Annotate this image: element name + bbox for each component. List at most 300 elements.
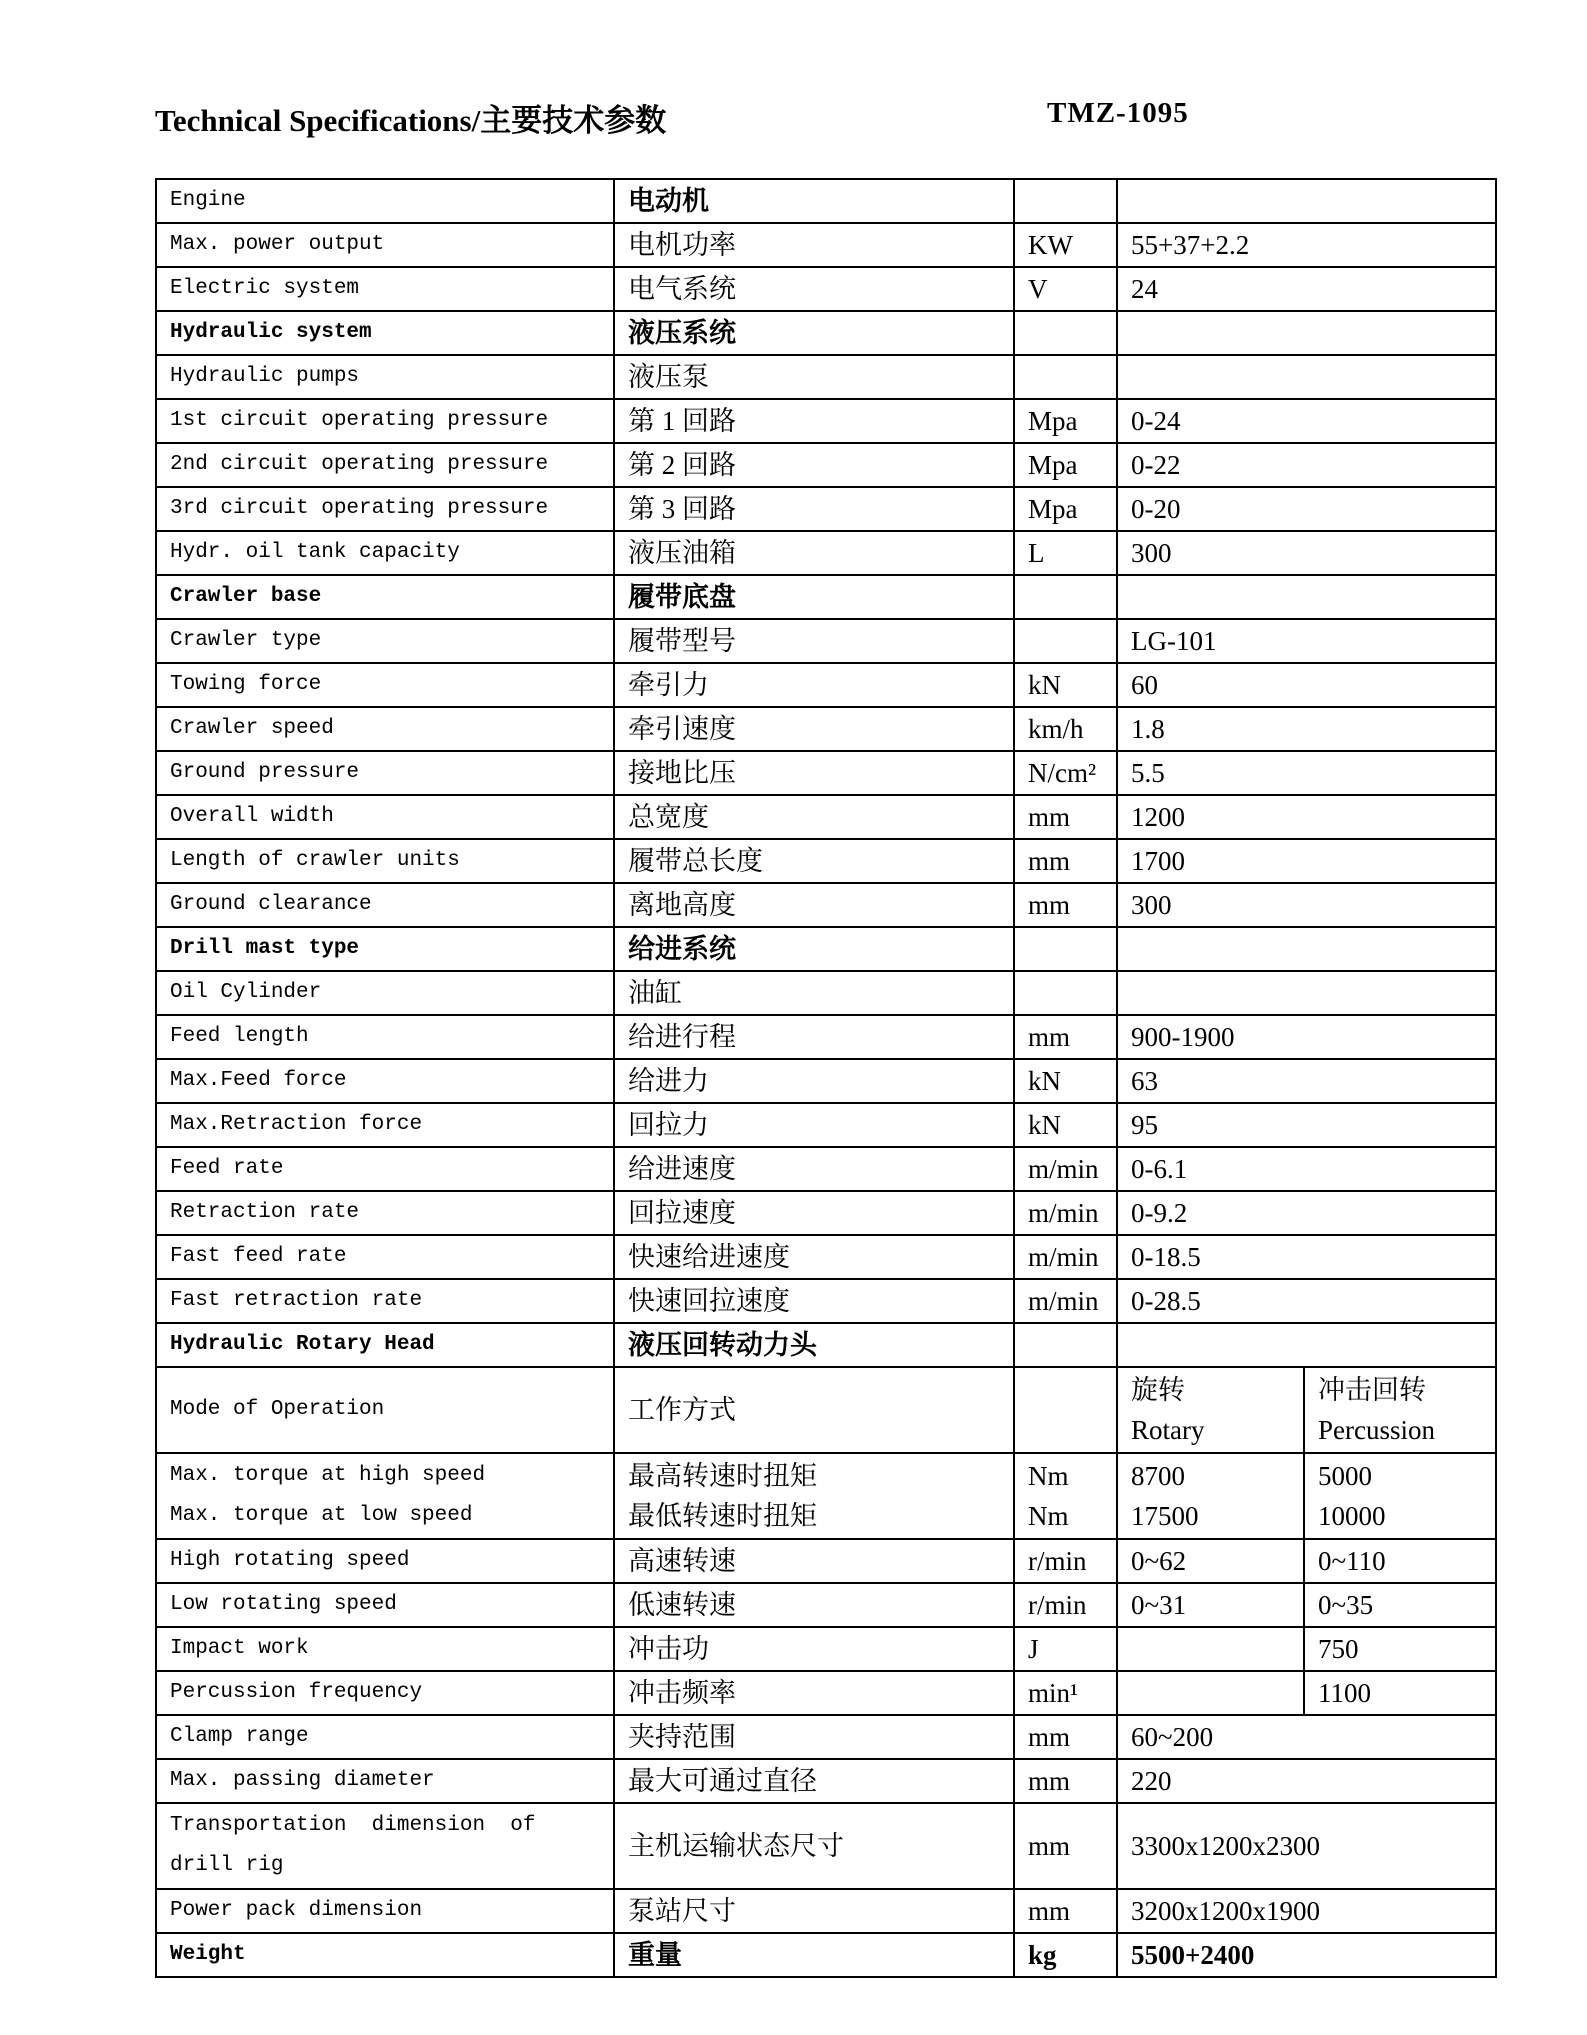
cell-text: Towing force <box>170 673 322 696</box>
cell-unit <box>1015 1584 1118 1626</box>
cell-value <box>1118 752 1495 794</box>
spec-table <box>155 178 1497 1978</box>
cell-text: Overall width <box>170 805 334 828</box>
cell-unit <box>1015 620 1118 662</box>
cell-text: Nm <box>1028 1461 1069 1491</box>
cell-english <box>157 664 615 706</box>
cell-value-percussion <box>1305 1628 1495 1670</box>
table-row <box>157 796 1495 840</box>
cell-chinese <box>615 1368 1015 1452</box>
cell-text: Max. passing diameter <box>170 1769 435 1792</box>
table-row <box>157 1890 1495 1934</box>
cell-english <box>157 620 615 662</box>
cell-english <box>157 1104 615 1146</box>
cell-unit <box>1015 224 1118 266</box>
table-row <box>157 1454 1495 1540</box>
cell-text: 履带型号 <box>628 626 736 656</box>
cell-value <box>1118 180 1495 222</box>
cell-text: 8700 <box>1131 1461 1185 1491</box>
cell-value <box>1118 1716 1495 1758</box>
cell-text: min¹ <box>1028 1678 1079 1708</box>
cell-text: 63 <box>1131 1066 1158 1096</box>
cell-text: High rotating speed <box>170 1549 410 1572</box>
cell-english <box>157 1934 615 1976</box>
cell-text: 2nd circuit operating pressure <box>170 453 549 476</box>
cell-text: Length of crawler units <box>170 849 460 872</box>
cell-value <box>1118 884 1495 926</box>
cell-value-rotary <box>1118 1672 1305 1714</box>
table-row <box>157 1540 1495 1584</box>
cell-text: Ground pressure <box>170 761 360 784</box>
cell-text: 0-6.1 <box>1131 1154 1188 1184</box>
cell-text: mm <box>1028 1831 1071 1861</box>
cell-english <box>157 356 615 398</box>
table-row <box>157 1060 1495 1104</box>
cell-text: Max.Retraction force <box>170 1113 423 1136</box>
cell-text: 旋转 <box>1131 1375 1185 1405</box>
cell-english <box>157 1454 615 1538</box>
cell-unit <box>1015 1104 1118 1146</box>
cell-unit <box>1015 1890 1118 1932</box>
cell-english <box>157 1716 615 1758</box>
cell-text: 最高转速时扭矩 <box>628 1461 817 1491</box>
cell-unit <box>1015 708 1118 750</box>
cell-english <box>157 1148 615 1190</box>
cell-text: mm <box>1028 1766 1071 1796</box>
cell-unit <box>1015 1148 1118 1190</box>
cell-text: 总宽度 <box>628 802 709 832</box>
table-row <box>157 1236 1495 1280</box>
cell-text: 0-20 <box>1131 494 1181 524</box>
cell-text: J <box>1028 1634 1039 1664</box>
cell-text: 55+37+2.2 <box>1131 230 1250 260</box>
cell-value <box>1118 356 1495 398</box>
cell-text: mm <box>1028 802 1071 832</box>
cell-english <box>157 488 615 530</box>
cell-chinese <box>615 488 1015 530</box>
cell-english <box>157 1016 615 1058</box>
cell-value <box>1118 1324 1495 1366</box>
cell-unit <box>1015 356 1118 398</box>
cell-text: 电机功率 <box>628 230 736 260</box>
cell-unit <box>1015 1236 1118 1278</box>
cell-value <box>1118 532 1495 574</box>
cell-text: KW <box>1028 230 1073 260</box>
cell-unit <box>1015 796 1118 838</box>
cell-chinese <box>615 1060 1015 1102</box>
cell-text: Mode of Operation <box>170 1398 385 1421</box>
cell-text: 3rd circuit operating pressure <box>170 497 549 520</box>
cell-text: kN <box>1028 670 1061 700</box>
cell-chinese <box>615 1148 1015 1190</box>
cell-english <box>157 1628 615 1670</box>
cell-english <box>157 1280 615 1322</box>
cell-english <box>157 884 615 926</box>
cell-chinese <box>615 1454 1015 1538</box>
cell-chinese <box>615 1540 1015 1582</box>
cell-value-rotary <box>1118 1628 1305 1670</box>
cell-text: LG-101 <box>1131 626 1217 656</box>
cell-chinese <box>615 576 1015 618</box>
cell-english <box>157 1324 615 1366</box>
cell-text: drill rig <box>170 1854 284 1877</box>
cell-text: Max. torque at low speed <box>170 1504 473 1527</box>
cell-unit <box>1015 1716 1118 1758</box>
cell-text: Mpa <box>1028 450 1078 480</box>
cell-text: kN <box>1028 1066 1061 1096</box>
cell-text: Mpa <box>1028 494 1078 524</box>
cell-value <box>1118 312 1495 354</box>
cell-text: Rotary <box>1131 1415 1205 1445</box>
table-row <box>157 488 1495 532</box>
cell-text: 牵引速度 <box>628 714 736 744</box>
cell-text: mm <box>1028 890 1071 920</box>
cell-text: Crawler type <box>170 629 322 652</box>
cell-text: kN <box>1028 1110 1061 1140</box>
cell-value <box>1118 796 1495 838</box>
cell-text: 3200x1200x1900 <box>1131 1896 1320 1926</box>
cell-text: 0~62 <box>1131 1546 1187 1576</box>
cell-text: 750 <box>1318 1634 1359 1664</box>
table-row <box>157 400 1495 444</box>
cell-text: Oil Cylinder <box>170 981 322 1004</box>
cell-text: 给进力 <box>628 1066 709 1096</box>
cell-unit <box>1015 1060 1118 1102</box>
cell-text: 0-28.5 <box>1131 1286 1201 1316</box>
cell-text: 1100 <box>1318 1678 1371 1708</box>
cell-chinese <box>615 312 1015 354</box>
cell-english <box>157 268 615 310</box>
cell-value <box>1118 1016 1495 1058</box>
cell-value <box>1118 400 1495 442</box>
cell-text: 300 <box>1131 890 1172 920</box>
cell-unit <box>1015 180 1118 222</box>
cell-value-rotary <box>1118 1540 1305 1582</box>
table-row <box>157 576 1495 620</box>
cell-text: 0-9.2 <box>1131 1198 1188 1228</box>
cell-chinese <box>615 1016 1015 1058</box>
cell-value-percussion <box>1305 1540 1495 1582</box>
cell-chinese <box>615 884 1015 926</box>
cell-text: V <box>1028 274 1048 304</box>
cell-text: 接地比压 <box>628 758 736 788</box>
cell-value <box>1118 620 1495 662</box>
cell-english <box>157 1540 615 1582</box>
cell-text: 0~31 <box>1131 1590 1187 1620</box>
cell-text: 冲击回转 <box>1318 1375 1426 1405</box>
cell-english <box>157 1890 615 1932</box>
cell-text: 离地高度 <box>628 890 736 920</box>
cell-chinese <box>615 268 1015 310</box>
cell-english <box>157 840 615 882</box>
table-row <box>157 1716 1495 1760</box>
cell-english <box>157 1804 615 1888</box>
cell-english <box>157 796 615 838</box>
cell-text: Power pack dimension <box>170 1899 423 1922</box>
cell-text: Hydraulic Rotary Head <box>170 1333 435 1356</box>
page-title: Technical Specifications/主要技术参数 <box>155 103 667 138</box>
cell-english <box>157 1192 615 1234</box>
cell-chinese <box>615 1324 1015 1366</box>
cell-english <box>157 752 615 794</box>
cell-text: Hydr. oil tank capacity <box>170 541 460 564</box>
table-row <box>157 268 1495 312</box>
cell-unit <box>1015 1804 1118 1888</box>
cell-unit <box>1015 1934 1118 1976</box>
cell-value <box>1118 1148 1495 1190</box>
cell-unit <box>1015 1760 1118 1802</box>
cell-value-rotary <box>1118 1584 1305 1626</box>
cell-text: Feed rate <box>170 1157 284 1180</box>
cell-text: 液压系统 <box>628 318 736 348</box>
cell-unit <box>1015 268 1118 310</box>
cell-text: 220 <box>1131 1766 1172 1796</box>
cell-text: 给进系统 <box>628 934 736 964</box>
table-row <box>157 444 1495 488</box>
cell-chinese <box>615 532 1015 574</box>
cell-text: 履带总长度 <box>628 846 763 876</box>
cell-text: m/min <box>1028 1198 1099 1228</box>
table-row <box>157 1104 1495 1148</box>
cell-text: N/cm² <box>1028 758 1097 788</box>
cell-text: 1st circuit operating pressure <box>170 409 549 432</box>
cell-text: 给进行程 <box>628 1022 736 1052</box>
cell-text: Max. power output <box>170 233 385 256</box>
table-row <box>157 1584 1495 1628</box>
cell-text: Nm <box>1028 1501 1069 1531</box>
cell-text: Impact work <box>170 1637 309 1660</box>
cell-text: 电气系统 <box>628 274 736 304</box>
table-row <box>157 620 1495 664</box>
cell-text: 低速转速 <box>628 1590 736 1620</box>
cell-text: Electric system <box>170 277 360 300</box>
cell-english <box>157 708 615 750</box>
cell-text: km/h <box>1028 714 1084 744</box>
cell-text: 履带底盘 <box>628 582 736 612</box>
table-row <box>157 532 1495 576</box>
cell-english <box>157 1060 615 1102</box>
cell-text: mm <box>1028 1896 1071 1926</box>
cell-unit <box>1015 1368 1118 1452</box>
cell-text: 快速回拉速度 <box>628 1286 790 1316</box>
table-row <box>157 1804 1495 1890</box>
cell-english <box>157 400 615 442</box>
cell-unit <box>1015 1540 1118 1582</box>
cell-text: 快速给进速度 <box>628 1242 790 1272</box>
cell-text: 电动机 <box>628 186 709 216</box>
cell-chinese <box>615 708 1015 750</box>
cell-unit <box>1015 664 1118 706</box>
table-row <box>157 1016 1495 1060</box>
cell-text: 5500+2400 <box>1131 1940 1255 1970</box>
cell-text: Retraction rate <box>170 1201 360 1224</box>
table-row <box>157 1148 1495 1192</box>
cell-text: Max. torque at high speed <box>170 1464 486 1487</box>
cell-text: 冲击频率 <box>628 1678 736 1708</box>
table-row <box>157 1192 1495 1236</box>
cell-text: kg <box>1028 1940 1057 1970</box>
cell-text: m/min <box>1028 1286 1099 1316</box>
cell-unit <box>1015 884 1118 926</box>
cell-text: 回拉速度 <box>628 1198 736 1228</box>
cell-unit <box>1015 1280 1118 1322</box>
model-code: TMZ-1095 <box>1047 97 1189 129</box>
cell-text: m/min <box>1028 1154 1099 1184</box>
cell-text: 5000 <box>1318 1461 1372 1491</box>
cell-text: m/min <box>1028 1242 1099 1272</box>
cell-value <box>1118 1060 1495 1102</box>
cell-text: 0-22 <box>1131 450 1181 480</box>
cell-text: 第 2 回路 <box>628 450 736 480</box>
cell-text: 900-1900 <box>1131 1022 1235 1052</box>
cell-text: mm <box>1028 1722 1071 1752</box>
cell-text: 主机运输状态尺寸 <box>628 1831 844 1861</box>
cell-text: 60 <box>1131 670 1158 700</box>
cell-chinese <box>615 444 1015 486</box>
cell-unit <box>1015 752 1118 794</box>
cell-value <box>1118 1804 1495 1888</box>
cell-unit <box>1015 840 1118 882</box>
cell-text: 高速转速 <box>628 1546 736 1576</box>
cell-value <box>1118 576 1495 618</box>
cell-chinese <box>615 752 1015 794</box>
cell-value <box>1118 928 1495 970</box>
cell-value-percussion <box>1305 1368 1495 1452</box>
cell-value <box>1118 1934 1495 1976</box>
table-row <box>157 312 1495 356</box>
cell-chinese <box>615 1934 1015 1976</box>
cell-unit <box>1015 1192 1118 1234</box>
cell-text: Fast retraction rate <box>170 1289 423 1312</box>
cell-chinese <box>615 972 1015 1014</box>
cell-text: Crawler speed <box>170 717 334 740</box>
cell-text: 重量 <box>628 1940 682 1970</box>
cell-chinese <box>615 1236 1015 1278</box>
cell-text: Mpa <box>1028 406 1078 436</box>
cell-text: 最低转速时扭矩 <box>628 1501 817 1531</box>
cell-text: Clamp range <box>170 1725 309 1748</box>
cell-english <box>157 312 615 354</box>
cell-text: 给进速度 <box>628 1154 736 1184</box>
cell-text: r/min <box>1028 1546 1087 1576</box>
table-row <box>157 180 1495 224</box>
cell-english <box>157 532 615 574</box>
cell-unit <box>1015 400 1118 442</box>
cell-value-rotary <box>1118 1454 1305 1538</box>
cell-text: Transportation dimension of <box>170 1814 536 1837</box>
cell-text: L <box>1028 538 1045 568</box>
cell-text: 1.8 <box>1131 714 1165 744</box>
cell-value <box>1118 664 1495 706</box>
cell-value-percussion <box>1305 1454 1495 1538</box>
cell-chinese <box>615 1716 1015 1758</box>
cell-text: 最大可通过直径 <box>628 1766 817 1796</box>
table-row <box>157 356 1495 400</box>
cell-chinese <box>615 356 1015 398</box>
cell-unit <box>1015 532 1118 574</box>
cell-text: 0~110 <box>1318 1546 1386 1576</box>
cell-chinese <box>615 1760 1015 1802</box>
cell-unit <box>1015 488 1118 530</box>
cell-text: 300 <box>1131 538 1172 568</box>
cell-text: Percussion frequency <box>170 1681 423 1704</box>
cell-text: 液压回转动力头 <box>628 1330 817 1360</box>
cell-text: 回拉力 <box>628 1110 709 1140</box>
cell-text: 油缸 <box>628 978 682 1008</box>
cell-text: r/min <box>1028 1590 1087 1620</box>
table-row <box>157 224 1495 268</box>
cell-text: 1200 <box>1131 802 1185 832</box>
cell-text: Ground clearance <box>170 893 372 916</box>
cell-text: Feed length <box>170 1025 309 1048</box>
cell-text: Weight <box>170 1943 246 1966</box>
table-row <box>157 708 1495 752</box>
cell-text: Hydraulic pumps <box>170 365 360 388</box>
cell-value <box>1118 840 1495 882</box>
table-row <box>157 1368 1495 1454</box>
cell-text: 夹持范围 <box>628 1722 736 1752</box>
cell-chinese <box>615 1192 1015 1234</box>
cell-unit <box>1015 1016 1118 1058</box>
cell-chinese <box>615 1890 1015 1932</box>
cell-text: 0-24 <box>1131 406 1181 436</box>
cell-chinese <box>615 1804 1015 1888</box>
cell-text: Hydraulic system <box>170 321 372 344</box>
cell-text: 牵引力 <box>628 670 709 700</box>
cell-value <box>1118 268 1495 310</box>
cell-unit <box>1015 1324 1118 1366</box>
cell-value <box>1118 972 1495 1014</box>
cell-value <box>1118 1104 1495 1146</box>
table-row <box>157 664 1495 708</box>
cell-text: 17500 <box>1131 1501 1199 1531</box>
cell-text: 10000 <box>1318 1501 1386 1531</box>
cell-chinese <box>615 400 1015 442</box>
cell-value <box>1118 1192 1495 1234</box>
cell-chinese <box>615 620 1015 662</box>
cell-english <box>157 576 615 618</box>
cell-chinese <box>615 1104 1015 1146</box>
cell-value <box>1118 444 1495 486</box>
table-row <box>157 884 1495 928</box>
cell-text: Low rotating speed <box>170 1593 397 1616</box>
table-row <box>157 972 1495 1016</box>
table-row <box>157 1760 1495 1804</box>
cell-unit <box>1015 972 1118 1014</box>
cell-value <box>1118 1760 1495 1802</box>
cell-chinese <box>615 1280 1015 1322</box>
cell-value <box>1118 1280 1495 1322</box>
cell-text: 1700 <box>1131 846 1185 876</box>
cell-text: 工作方式 <box>628 1395 736 1425</box>
cell-text: Engine <box>170 189 246 212</box>
cell-english <box>157 1672 615 1714</box>
cell-value <box>1118 224 1495 266</box>
cell-text: 24 <box>1131 274 1158 304</box>
cell-value-percussion <box>1305 1672 1495 1714</box>
cell-unit <box>1015 312 1118 354</box>
cell-value <box>1118 1890 1495 1932</box>
cell-text: 95 <box>1131 1110 1158 1140</box>
cell-text: mm <box>1028 1022 1071 1052</box>
cell-english <box>157 1760 615 1802</box>
table-row <box>157 928 1495 972</box>
cell-text: 60~200 <box>1131 1722 1214 1752</box>
cell-english <box>157 972 615 1014</box>
table-row <box>157 1934 1495 1976</box>
cell-chinese <box>615 840 1015 882</box>
cell-chinese <box>615 796 1015 838</box>
